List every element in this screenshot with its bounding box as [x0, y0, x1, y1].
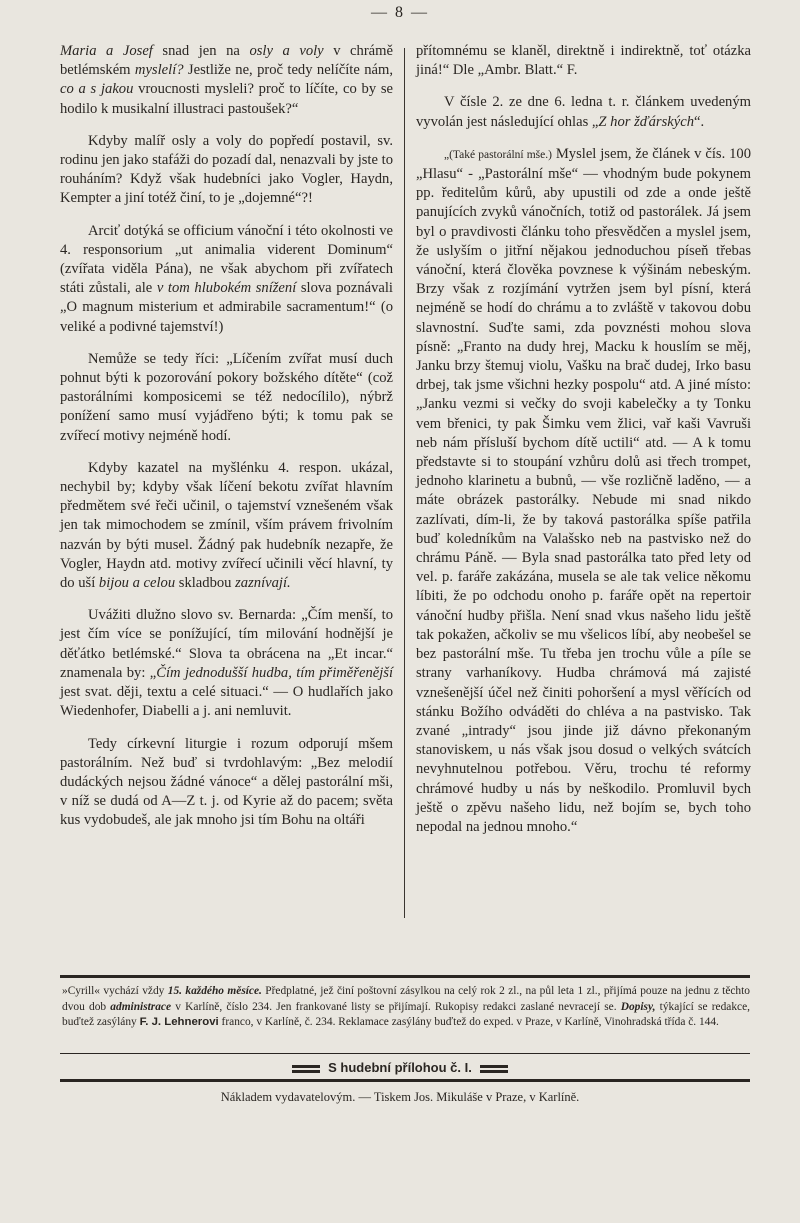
text: Kdyby kazatel na myšlénku 4. respon. ukázal, nechybil by; kdyby však líčení bekotu zvířat hlavním předmětem své řeči učinil, o tajemství vznešeném však jen tak mimochodem se zmínil, vším právem frivolním nazván by býti musel. Žádný pak hudebník nezapře, že Vogler, Haydn atd. motivy zvířecí učinili věcí hlavní, ty do uší [60, 459, 393, 592]
paragraph: Tedy církevní liturgie i rozum odporují mšem pastorálním. Než buď si tvrdohlavým: „Bez melodií dudáckých nejsou žádné vánoce“ a dělej pastorální mši, v níž se dudá od A—Z t. j. od Kyrie až do pacem; světa kus vydobudeš, ale jak mnoho jsi tím Bohu na oltáři [60, 735, 393, 829]
page-number: — 8 — [371, 4, 429, 21]
italic-text: myslelí? [134, 62, 184, 79]
footer-rule [60, 1053, 750, 1054]
paragraph [60, 459, 393, 593]
text: v Karlíně, číslo 234. Jen frankované listy se přijímají. Rukopisy redakci zaslané nevracejí se. [171, 1000, 621, 1013]
paragraph [416, 93, 751, 131]
italic-text: co a s jakou [60, 81, 134, 98]
italic-text: Z hor žďárských [598, 113, 695, 130]
small-text: „(Také pastorální mše.) [444, 148, 552, 161]
italic-text: Maria a Josef [60, 43, 153, 59]
italic-text: zaznívají. [235, 575, 291, 592]
column-divider [404, 48, 405, 918]
text: slova poznávali „O magnum misterium et admirabile sacramentum!“ (o veliké a podivné tajemství!) [60, 280, 393, 335]
text: v chrámě betlémském [60, 43, 393, 79]
left-column [60, 42, 393, 844]
text: snad jen na [152, 43, 250, 59]
text: vroucnosti mysleli? proč to líčíte, co by se hodilo k musikalní illustraci pastoušek?“ [60, 81, 394, 117]
italic-text: v tom hlubokém snížení [156, 280, 297, 297]
italic-text: osly a voly [249, 43, 324, 59]
bold-italic-text: Dopisy, [620, 1000, 656, 1013]
paragraph: Kdyby malíř osly a voly do popředí postavil, sv. rodinu jen jako stafáži do pozadí dal, nenazvali by jste to rouháním? Když však hudebníci jako Vogler, Haydn, Kempter a jiní totéž činí, to je „dojemné“?! [60, 132, 393, 207]
bold-italic-text: 15. každého měsíce. [167, 985, 262, 997]
text: V čísle 2. ze dne 6. ledna t. r. článkem uvedeným vyvolán jest následující ohlas „ [416, 94, 751, 130]
text: Předplatné, jež činí poštovní zásylkou na celý rok 2 zl., na půl leta 1 zl., přijímá pouze na jednu z těchto dvou dob [62, 985, 750, 1013]
text: skladbou [175, 575, 236, 592]
double-bar-ornament [480, 1063, 508, 1075]
paragraph: Nemůže se tedy říci: „Líčením zvířat musí duch pohnut býti k pozorování pokory božského dítěte“ (což pastorálními komposicemi se též nedocílilo), nýbrž ponížení samo musí vyjádřeno býti; k tomu pak se zvířecí motivy nejméně hodí. [60, 350, 393, 444]
bold-text: F. J. Lehnerovi [139, 1016, 219, 1029]
text: »Cyrill« vychází vždy [62, 985, 168, 997]
right-column [416, 42, 751, 850]
text: “. [694, 113, 705, 130]
text: Arciť dotýká se officium vánoční i této okolnosti ve 4. responsorium „ut animalia viderent Dominum“ (zvířata viděla Pána), ne však abychom při zvířatech státi zůstali, ale [60, 222, 393, 297]
paragraph [416, 145, 751, 837]
imprint: Nákladem vydavatelovým. — Tiskem Jos. Mikuláše v Praze, v Karlíně. [220, 1090, 580, 1104]
text: Jestliže ne, proč tedy nelíčíte nám, [183, 62, 393, 79]
text: jest svat. ději, textu a celé situaci.“ — O hudlařích jako Wiedenhofer, Diabelli a j. ani nemluvit. [60, 684, 393, 720]
paragraph [60, 42, 393, 119]
italic-text: Čím jednodušší hudba, tím přiměřenější [156, 664, 394, 681]
text: Myslel jsem, že článek v čís. 100 „Hlasu“ - „Pastorální mše“ — vhodným bude pokynem pp. ředitelům kůrů, aby upustili od zde a onde ještě panujících zvyků vánočních, totiž od pastorálek. Já jsem byl o pravdivosti článku toho přesvědčen a myslel jsem, že uslyším o jitřní nějakou jednoduchou píseň třebas vánoční, která člověka povznese k výšinám nebeským. Brzy však z rozjímání vytržen jsem byl písní, která nejméně se hodí do chrámu a to zvláště v takovou dobu slavnostní. Suďte sami, zda povznésti mohou slova písně: „Franto na dudy hrej, Macku k houslím se měj, Janku brzy štemuj violu, Vašku na brač dudej, Irko basu drbej, tak jsme všichni hezky pospolu“ atd. A jiné místo: „Janku vezmi si večky do svoji kabelečky a ty Tonku vem břenici, ty pak Šimku vem žlici, vař kaši Vavruši neb nám přísluší bychom dítě uctili“ atd. — A k tomu představte si to stoupání vzhůru dolů asi třech trompet, jednoho klarinetu a bubnů, — vše rozličně laděno, — a máte obrázek pastorálky. Nebude mi snad nikdo zazlívati, dím-li, že by taková pastorálka spíše patřila buď koledníkům na Valašsko neb na pastvisko než do chrámu Páně. — Byla snad pastorálka tato před lety od vel. p. faráře zakázána, musela se ale tak velice někomu líbiti, že po odchodu onoho p. faráře opět na repertoir vánoční hudby přišla. Není snad vkus našeho lidu ještě tak pokažen, ačkoliv se mu všelicos líbí, aby neobešel se bez pastorální mše. Tu třeba jen trochu vůle a píle se strany varhaníkovy. Hudba chrámová má zajisté vznešenější účel než činiti pohoršení a mysl věřících od stánku Božího odváděti do chléva a na pastvisko. Tak zvané „intrady“ jsou jinde již dávno překonaným stanoviskem, u nás však jsou dosud o velkých svátcích nevyhnutelnou potřebou. Věru, trochu té reformy chrámové hudby u nás by neškodilo. Promluvil bych ještě o zpěvu našeho lidu, než bojím se, bych toho nepodal na jednou mnoho.“ [416, 145, 751, 835]
text: týkající se redakce, buďtež zasýlány [62, 1000, 750, 1029]
paragraph [60, 222, 393, 337]
text: Uvážiti dlužno slovo sv. Bernarda: „Čím menší, to jest čím více se ponížující, tím milování hodnější je děťátko betlémské.“ Slova ta obrácena na „Et incar.“ znamenala by: „ [60, 607, 393, 681]
double-bar-ornament [292, 1063, 320, 1075]
paragraph [60, 606, 393, 721]
footer-rule [60, 975, 750, 978]
text: franco, v Karlíně, č. 234. Reklamace zasýlány buďtež do exped. v Praze, v Karlíně, Vinohradská třída č. 144. [218, 1016, 719, 1029]
footer-rule [60, 1079, 750, 1082]
paragraph: přítomnému se klaněl, direktně i indirektně, toť otázka jiná!“ Dle „Ambr. Blatt.“ F. [416, 43, 751, 79]
supplement-line [0, 1060, 800, 1075]
bold-italic-text: administrace [110, 1000, 172, 1013]
supplement-text: S hudební přílohou č. I. [328, 1060, 472, 1075]
italic-text: bijou a celou [98, 575, 176, 592]
publication-notice [62, 984, 750, 1031]
